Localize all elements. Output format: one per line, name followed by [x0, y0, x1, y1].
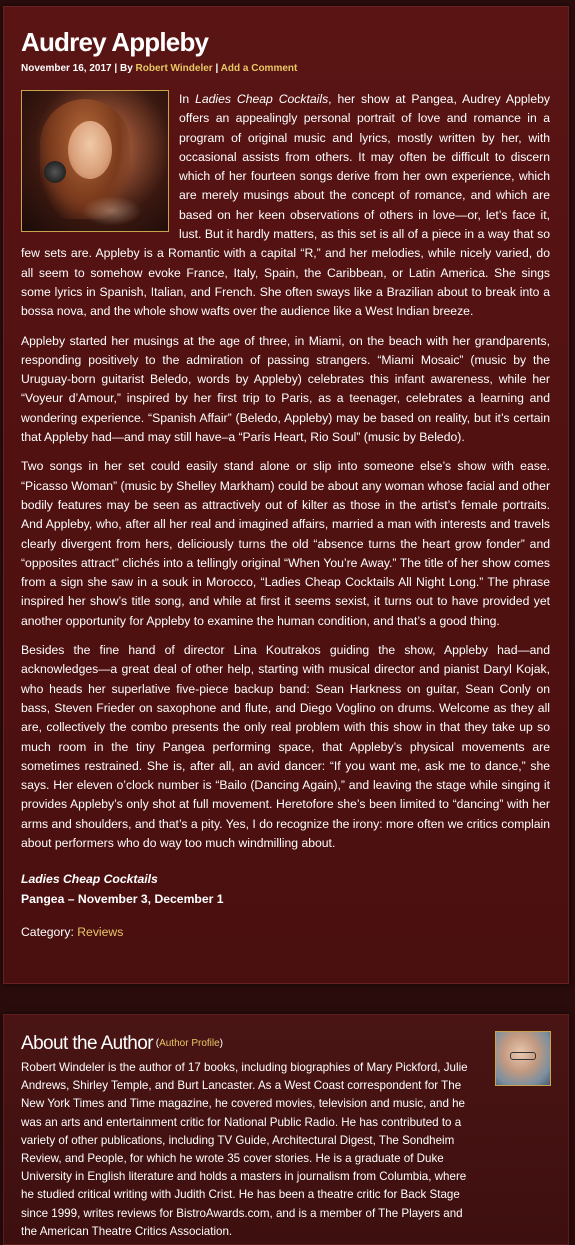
credits-venue: Pangea – November 3, December 1: [21, 892, 224, 907]
paragraph-3: Two songs in her set could easily stand alone or slip into someone else’s show with ease. “Picasso Woman” (music by Shelley Markham) could be about any woman whose facial and other bodily features may be seen as attractively out of kilter as those in the artist’s female portraits. And Appleby, who, after all her real and imagined affairs, married a man with interests and travels clearly divergent from hers, deliciously turns the old “absence turns the heart grow fonder” and “opposites attract” clichés into a tellingly original “When You’re Away.” The title of her show comes from a sign she saw in a souk in Morocco, “Ladies Cheap Cocktails All Night Long.” The phrase inspired her show’s title song, and while at first it seems sexist, it turns out to have provided yet another opportunity for Appleby to examine the human condition, and that’s a good thing.: [21, 459, 550, 628]
author-bio: [21, 1059, 550, 1241]
meta-separator: |: [212, 63, 221, 74]
credits-show: Ladies Cheap Cocktails: [21, 872, 158, 887]
about-author-panel: [3, 1014, 569, 1245]
show-title: Ladies Cheap Cocktails: [195, 92, 329, 106]
meta-by: | By: [111, 63, 136, 74]
author-bio-part-2: He has contributed to a variety of other publications, including TV Guide, Architectural Digest, The Sondheim Review, and People, for which he wrote 35 cover stories. He is a graduate of Duke University in English literature and holds a masters in journalism from Columbia, where he studied critical writing with Judith Crist. He has been a theatre critic for Back Stage since 1999, writes reviews for BistroAwards.com, and is a member of The Players and the American Theatre Critics Association.: [21, 1115, 467, 1238]
author-link[interactable]: Robert Windeler: [135, 63, 213, 74]
about-title: [21, 1031, 550, 1057]
article-panel: [3, 6, 569, 984]
paragraph-4: Besides the fine hand of director Lina Koutrakos guiding the show, Appleby had—and acknowledges—a great deal of other help, starting with musical director and pianist Daryl Kojak, who heads her superlative five-piece backup band: Sean Harkness on guitar, Sean Conly on bass, Steven Frieder on saxophone and flute, and Diego Voglino on drums. Welcome as they all are, collectively the combo presents the only real problem with this show in that they take up so much room in the tiny Pangea performing space, that Appleby’s physical movements are sometimes restrained. She is, after all, an avid dancer: “If you want me, ask me to dance,” she says. Her eleven o’clock number is “Bailo (Dancing Again),” and leaving the stage while singing it provides Appleby’s only shot at full movement. Heretofore she’s been limited to “dancing” with her arms and shoulders, and that’s a pity. Yes, I do recognize the irony: more often we critics complain about performers who do way too much windmilling about.: [21, 643, 550, 850]
article-content: [21, 90, 550, 943]
article-meta: [21, 62, 550, 76]
article-title[interactable]: Audrey Appleby: [21, 27, 209, 57]
category-label: Category:: [21, 925, 78, 940]
author-profile-link[interactable]: Author Profile: [159, 1038, 220, 1049]
paragraph-1: In Ladies Cheap Cocktails, her show at Pangea, Audrey Appleby offers an appealingly personal portrait of love and romance in a program of original music and lyrics, mostly written by her, with occasional assists from others. It may often be difficult to discern which of her fourteen songs derive from her own experience, which are merely musings about the concept of romance, and which are based on her keen observations of others in love—or, let’s face it, lust. But it hardly matters, as this set is all of a piece in a way that so few sets are. Appleby is a Romantic with a capital “R,” and her melodies, while nicely varied, do all seem to somehow evoke France, Italy, Spain, the Caribbean, or Latin America. She sings some lyrics in Spanish, Italian, and French. She often sways like a Brazilian about to break into a bossa nova, and the whole show wafts over the audience like a West Indian breeze.: [21, 92, 550, 319]
about-heading: About the Author: [21, 1033, 153, 1055]
author-bio-part-1: Robert Windeler is the author of 17 books, including biographies of Mary Pickford, Julie Andrews, Shirley Temple, and Burt Lancaster. As a West Coast correspondent for The New York Times and Time magazine, he covered movies, television and music, and he was an arts and entertainment critic for National Public Radio.: [21, 1061, 468, 1129]
author-photo-icon: [495, 1031, 551, 1086]
show-credits: [21, 869, 550, 909]
singer-photo-icon: [21, 90, 169, 232]
article-date: November 16, 2017: [21, 63, 112, 74]
category-link-reviews[interactable]: Reviews: [77, 925, 124, 940]
author-profile: (Author Profile): [152, 1038, 224, 1049]
paragraph-2: Appleby started her musings at the age of three, in Miami, on the beach with her grandparents, responding positively to the admiration of passing strangers. “Miami Mosaic” (music by the Uruguay-born guitarist Beledo, words by Appleby) celebrates this infant awareness, while her “Voyeur d’Amour,” inspired by her first trip to Paris, as a teenager, celebrates a learning and wondering experience. “Spanish Affair” (Beledo, Appleby) may be based on reality, but it’s certain that Appleby had—and may still have–a “Paris Heart, Rio Soul” (music by Beledo).: [21, 333, 550, 445]
add-comment-link[interactable]: Add a Comment: [220, 63, 298, 74]
category: [21, 923, 550, 942]
